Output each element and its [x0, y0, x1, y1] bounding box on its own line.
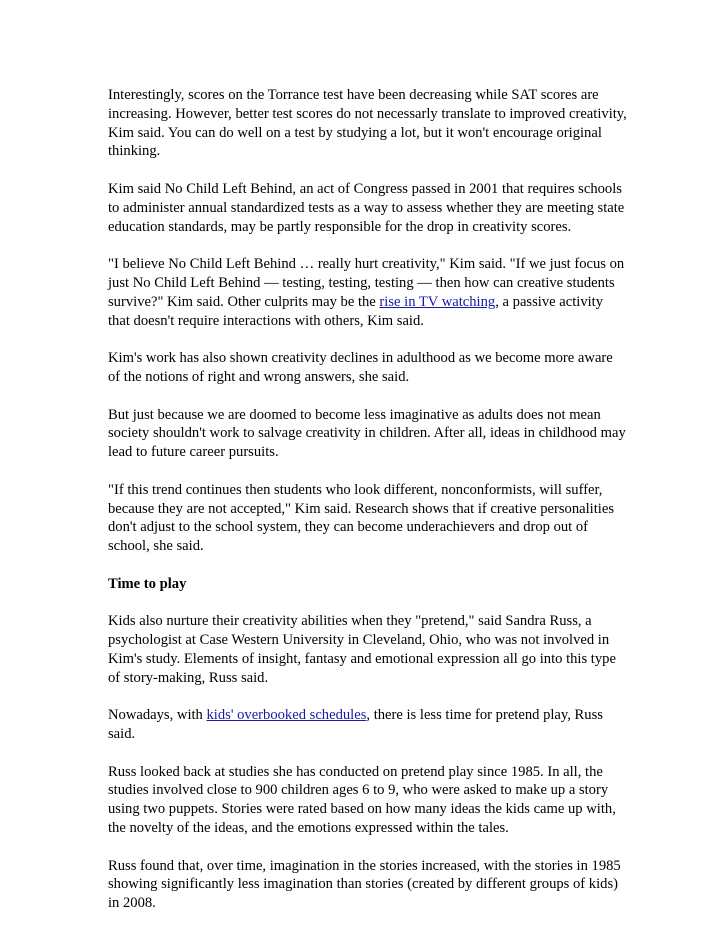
paragraph-adulthood-decline: Kim's work has also shown creativity declines in adulthood as we become more aware of the notions of right and wrong answers, she said.	[108, 350, 613, 385]
paragraph-overbooked-tail: , there is less time for pretend play, Russ said.	[108, 707, 603, 743]
paragraph-torrance-scores: Interestingly, scores on the Torrance test have been decreasing while SAT scores are increasing. However, better test scores do not necessarly translate to improved creativity, Kim said. You can do well on a test by studying a lot, but it won't encourage original thinking.	[108, 87, 627, 160]
paragraph-russ-findings: Russ found that, over time, imagination in the stories increased, with the stories in 1985 showing significantly less imagination than stories (created by different groups of kids) in 2008.	[108, 857, 621, 912]
tv-watching-link[interactable]: rise in TV watching	[379, 293, 496, 310]
paragraph-no-child-left-behind: Kim said No Child Left Behind, an act of Congress passed in 2001 that requires schools to administer annual standardized tests as a way to assess whether they are meeting state education standards, may be partly responsible for the drop in creativity scores.	[108, 180, 625, 235]
document-page	[108, 86, 628, 932]
section-heading: Time to play	[108, 575, 187, 592]
paragraph-russ-studies: Russ looked back at studies she has conducted on pretend play since 1985. In all, the studies involved close to 900 children ages 6 to 9, who were asked to make up a story using two puppets. Stories were rated based on how many ideas the kids came up with, the novelty of the ideas, and the emotions expressed within the tales.	[108, 763, 616, 837]
overbooked-schedules-link[interactable]: kids' overbooked schedules	[206, 707, 367, 724]
paragraph-overbooked	[108, 706, 628, 744]
paragraph-pretend-play: Kids also nurture their creativity abilities when they "pretend," said Sandra Russ, a psychologist at Case Western University in Cleveland, Ohio, who was not involved in Kim's study. Elements of insight, fantasy and emotional expression all go into this type of story-making, Russ said.	[108, 613, 616, 686]
paragraph-overbooked-text: Nowadays, with	[108, 707, 207, 724]
paragraph-kim-quote-tail: , a passive activity that doesn't require interactions with others, Kim said.	[108, 293, 604, 329]
paragraph-salvage-creativity: But just because we are doomed to become less imaginative as adults does not mean society shouldn't work to salvage creativity in children. After all, ideas in childhood may lead to future career pursuits.	[108, 406, 626, 461]
paragraph-kim-quote	[108, 255, 628, 330]
paragraph-kim-quote-text: "I believe No Child Left Behind … really hurt creativity," Kim said. "If we just focus on just No Child Left Behind — testing, testing, testing — then how can creative students survive?" Kim said. Other culprits may be the	[108, 256, 625, 310]
paragraph-nonconformists: "If this trend continues then students who look different, nonconformists, will suffer, because they are not accepted," Kim said. Research shows that if creative personalities don't adjust to the school system, they can become underachievers and drop out of school, she said.	[108, 481, 614, 555]
